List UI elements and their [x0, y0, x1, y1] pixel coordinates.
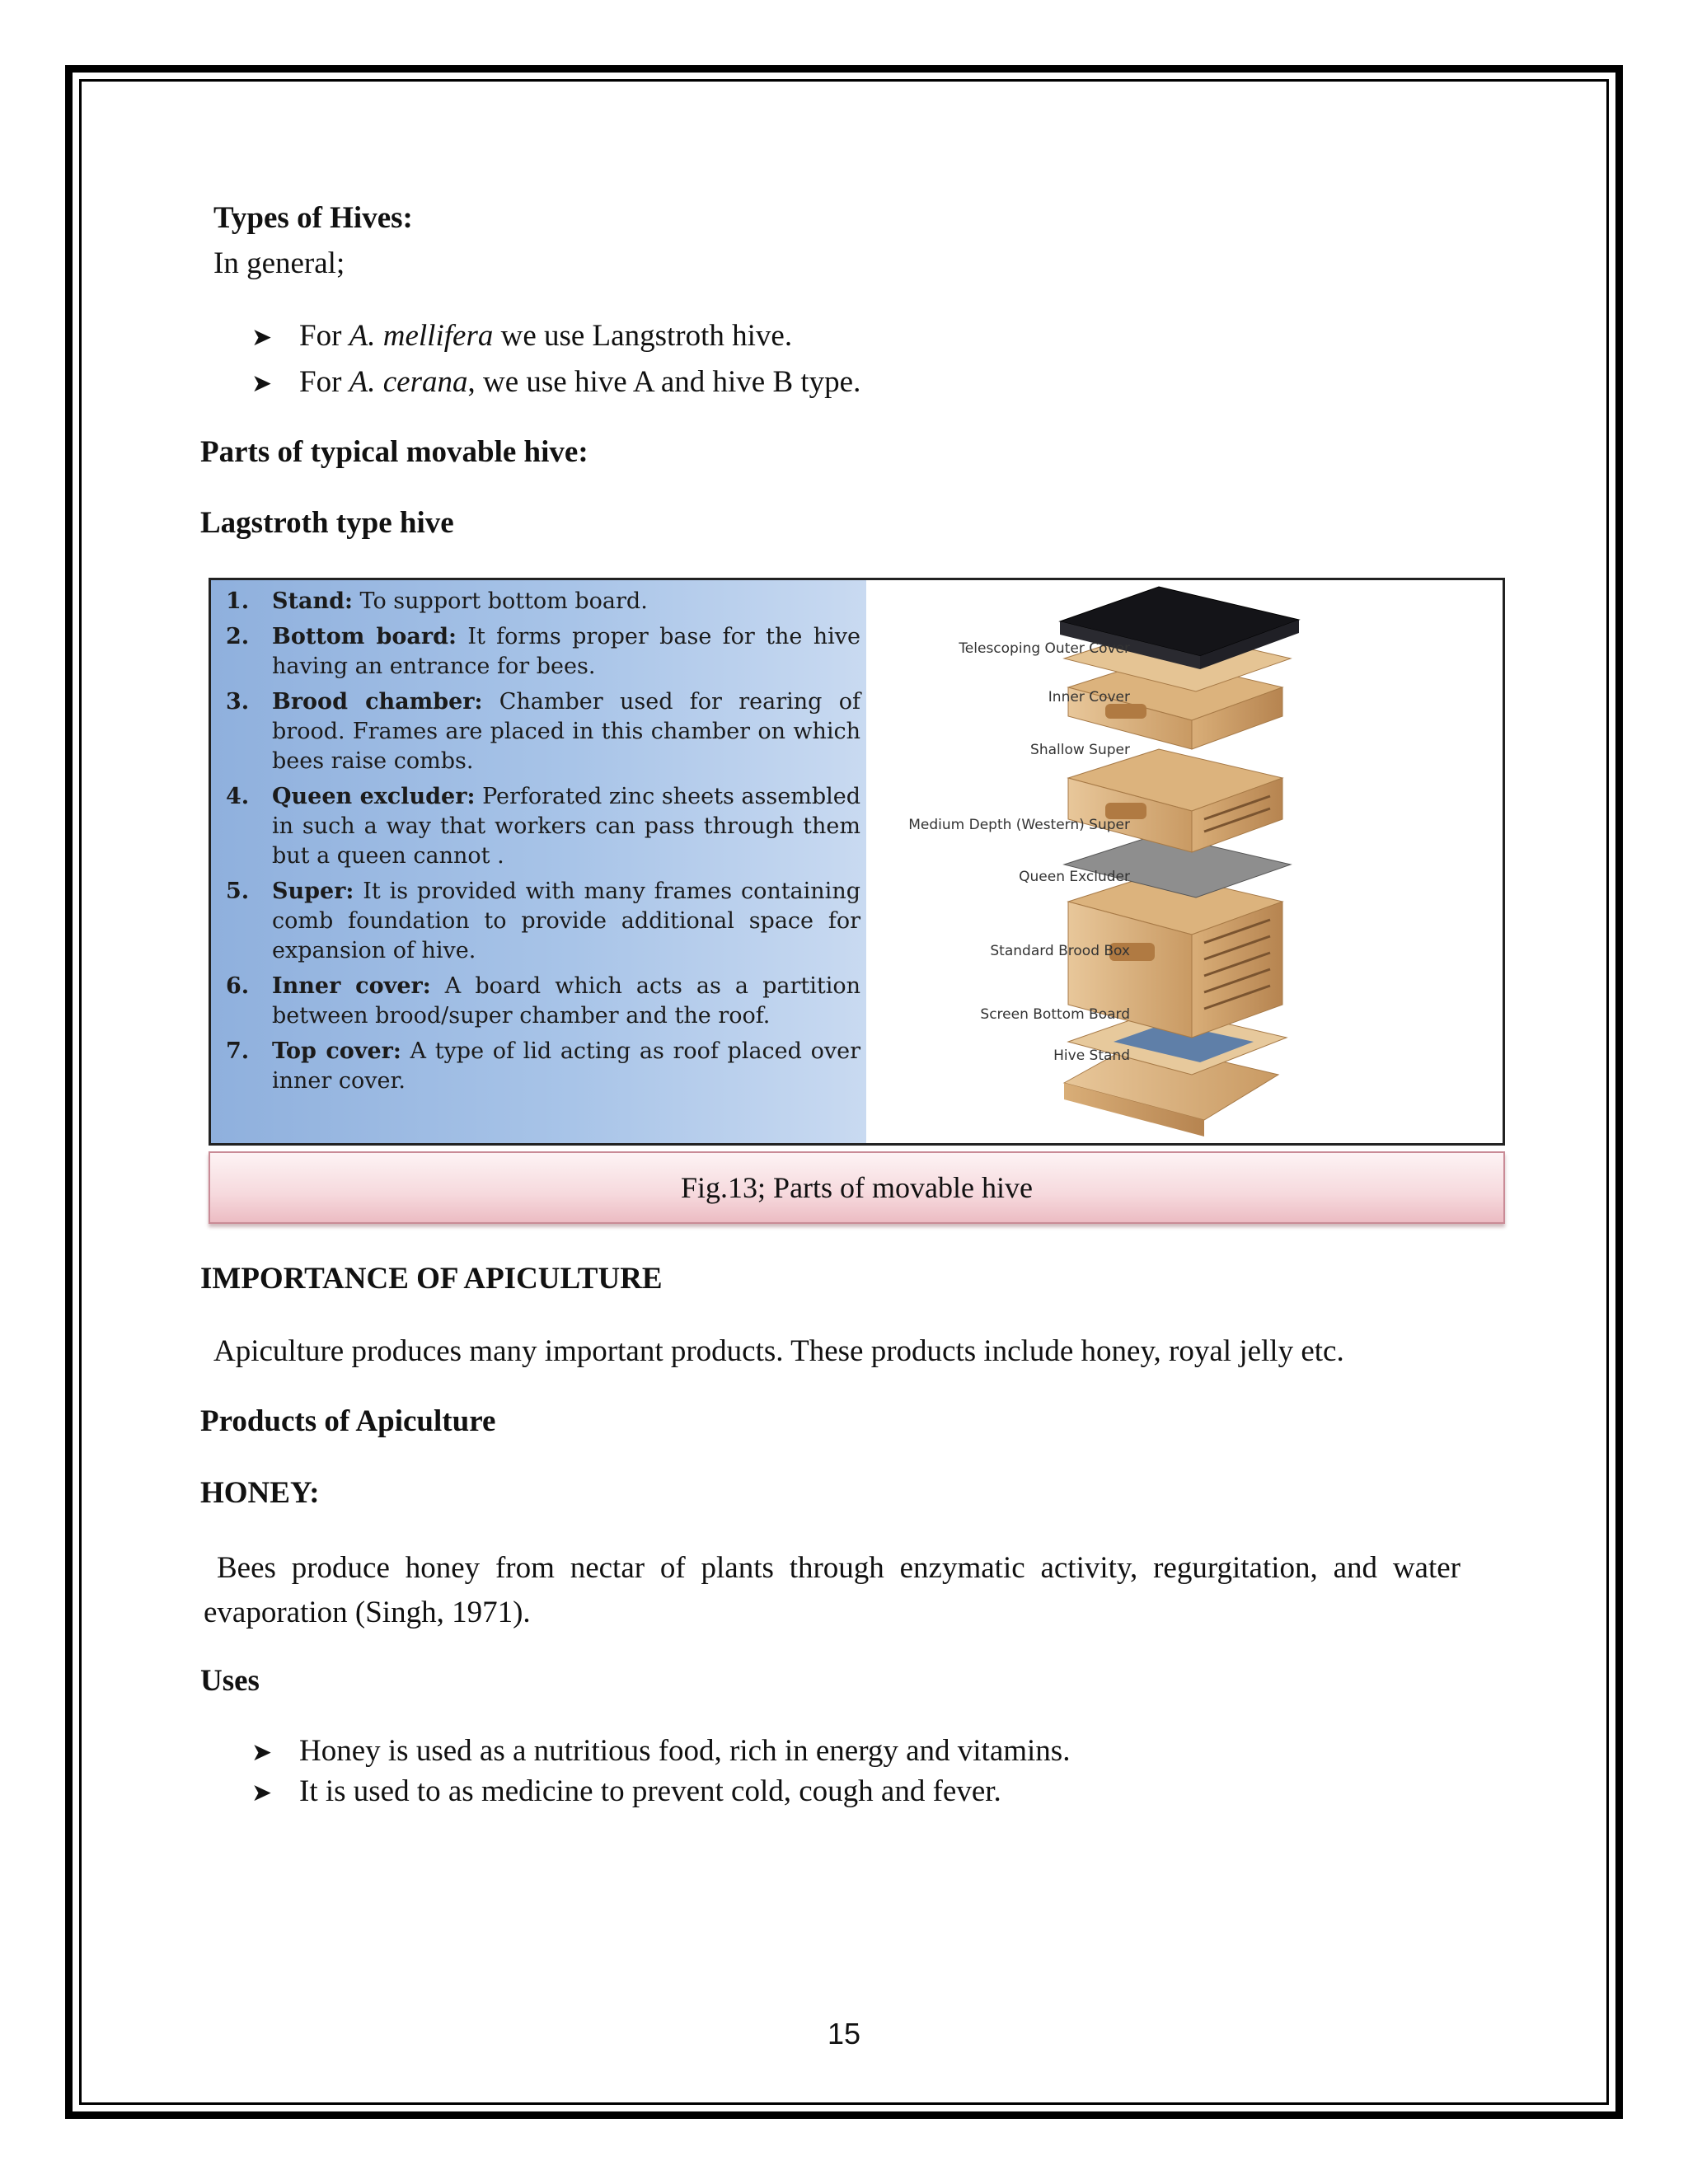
- arrow-bullet-icon: ➤: [251, 369, 273, 398]
- parts-list-description: It is provided with many frames containing comb foundation to provide additional space for expansion of hive.: [272, 879, 860, 963]
- hive-figure: [209, 578, 1505, 1146]
- heading-types-of-hives: Types of Hives:: [213, 201, 413, 235]
- parts-list-item: [226, 877, 860, 966]
- intro-text: In general;: [213, 246, 345, 280]
- list-item: ➤ For A. mellifera we use Langstroth hive.: [251, 318, 792, 356]
- hive-label: Shallow Super: [1030, 742, 1130, 758]
- parts-list-term: Bottom board:: [272, 624, 457, 649]
- list-item: ➤ Honey is used as a nutritious food, rich in energy and vitamins.: [251, 1733, 1070, 1771]
- parts-list-text: [272, 1037, 860, 1096]
- heading-honey: HONEY:: [200, 1476, 320, 1510]
- parts-list-text: [272, 622, 860, 682]
- parts-list-number: 6.: [226, 973, 250, 999]
- hive-label: Medium Depth (Western) Super: [908, 817, 1130, 833]
- parts-list-item: [226, 972, 860, 1031]
- parts-list-text: [272, 587, 860, 616]
- parts-list-term: Stand:: [272, 588, 353, 614]
- parts-list-item: [226, 687, 860, 776]
- page-number: 15: [827, 2017, 861, 2050]
- heading-importance: IMPORTANCE OF APICULTURE: [200, 1262, 663, 1296]
- heading-lagstroth: Lagstroth type hive: [200, 506, 454, 540]
- parts-list-description: Perforated zinc sheets assembled in such a way that workers can pass through them but a queen cannot .: [272, 784, 860, 869]
- arrow-bullet-icon: ➤: [251, 1779, 273, 1807]
- parts-list-item: [226, 1037, 860, 1096]
- heading-products: Products of Apiculture: [200, 1404, 496, 1438]
- heading-parts: Parts of typical movable hive:: [200, 435, 588, 469]
- arrow-bullet-icon: ➤: [251, 1738, 273, 1767]
- parts-list-item: [226, 587, 860, 616]
- parts-list-number: 2.: [226, 624, 250, 649]
- hive-label: Telescoping Outer Cover: [959, 640, 1130, 657]
- parts-list-number: 3.: [226, 689, 250, 715]
- parts-list-item: [226, 622, 860, 682]
- parts-list-text: [272, 972, 860, 1031]
- parts-list: [226, 587, 860, 1102]
- parts-list-term: Super:: [272, 879, 354, 904]
- hive-label: Screen Bottom Board: [980, 1006, 1130, 1023]
- figure-caption: Fig.13; Parts of movable hive: [209, 1151, 1505, 1224]
- hive-illustration: [866, 580, 1503, 1143]
- heading-uses: Uses: [200, 1664, 260, 1698]
- arrow-bullet-icon: ➤: [251, 323, 273, 352]
- list-item: ➤ It is used to as medicine to prevent cold, cough and fever.: [251, 1774, 1001, 1811]
- parts-list-term: Inner cover:: [272, 973, 431, 999]
- figure-parts-panel: [211, 580, 866, 1143]
- importance-paragraph: Apiculture produces many important products. These products include honey, royal jelly etc.: [213, 1334, 1344, 1368]
- parts-list-number: 1.: [226, 588, 250, 614]
- parts-list-description: A board which acts as a partition between brood/super chamber and the roof.: [272, 973, 860, 1029]
- parts-list-number: 4.: [226, 784, 250, 809]
- parts-list-text: [272, 782, 860, 871]
- parts-list-description: To support bottom board.: [352, 588, 648, 614]
- hive-label: Standard Brood Box: [990, 943, 1130, 959]
- parts-list-term: Brood chamber:: [272, 689, 483, 715]
- parts-list-description: Chamber used for rearing of brood. Frames are placed in this chamber on which bees raise combs.: [272, 689, 860, 774]
- parts-list-number: 5.: [226, 879, 250, 904]
- parts-list-description: A type of lid acting as roof placed over inner cover.: [272, 1038, 860, 1094]
- parts-list-term: Top cover:: [272, 1038, 401, 1064]
- hive-label: Inner Cover: [1048, 689, 1130, 705]
- parts-list-number: 7.: [226, 1038, 250, 1064]
- honey-paragraph: Bees produce honey from nectar of plants through enzymatic activity, regurgitation, and water evaporation (Singh, 1971).: [204, 1551, 1461, 1629]
- hive-label: Queen Excluder: [1019, 869, 1130, 885]
- exploded-hive-drawing: [866, 580, 1505, 1143]
- hive-label: Hive Stand: [1053, 1047, 1130, 1064]
- parts-list-text: [272, 877, 860, 966]
- parts-list-description: It forms proper base for the hive having an entrance for bees.: [272, 624, 860, 679]
- parts-list-term: Queen excluder:: [272, 784, 476, 809]
- parts-list-text: [272, 687, 860, 776]
- parts-list-item: [226, 782, 860, 871]
- list-item: ➤ For A. cerana, we use hive A and hive B type.: [251, 364, 860, 402]
